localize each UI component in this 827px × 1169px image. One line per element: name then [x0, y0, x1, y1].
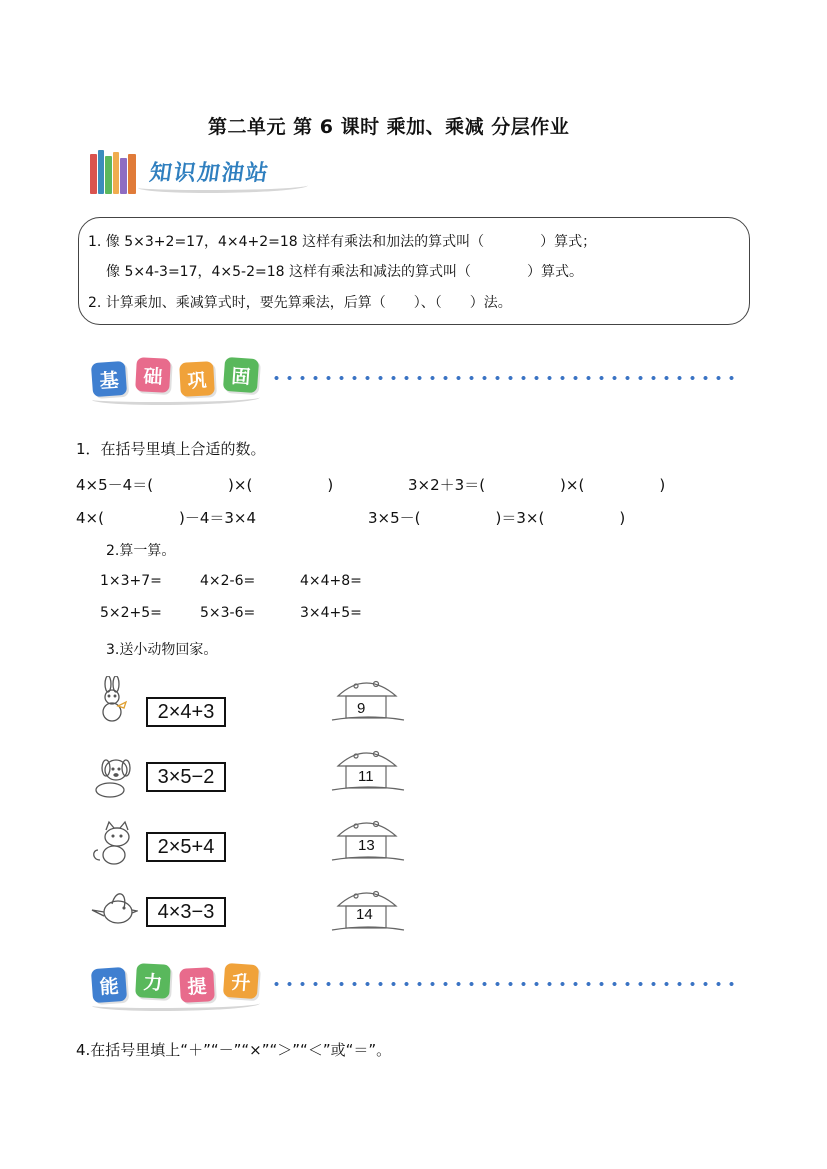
banner-tile: 固 — [223, 357, 259, 393]
knowledge-line-1: 1. 像 5×3+2=17，4×4+2=18 这样有乘法和加法的算式叫（ ）算式； — [88, 234, 597, 250]
question-3-prompt: 3.送小动物回家。 — [106, 642, 218, 658]
expression-box: 4×3−3 — [146, 897, 226, 927]
banner-underline — [138, 180, 308, 193]
banner-tile: 础 — [135, 357, 171, 393]
rabbit-icon — [88, 676, 138, 722]
question-1-row-1-left: 4×5－4＝( )×( ) — [76, 476, 334, 494]
mushroom-house-icon — [328, 672, 406, 724]
expression-box: 2×4+3 — [146, 697, 226, 727]
calc-item: 4×2-6= — [200, 573, 256, 589]
question-1-row-2-left: 4×( )－4＝3×4 — [76, 509, 257, 527]
banner-tile: 力 — [135, 963, 171, 999]
question-4-prompt: 4.在括号里填上“＋”“－”“×”“＞”“＜”或“＝”。 — [76, 1041, 392, 1059]
calc-item: 3×4+5= — [300, 605, 362, 621]
banner-tile: 升 — [223, 963, 259, 999]
dotted-divider — [270, 982, 738, 986]
question-1-prompt: 1．在括号里填上合适的数。 — [76, 440, 266, 458]
knowledge-line-2: 像 5×4-3=17，4×5-2=18 这样有乘法和减法的算式叫（ ）算式。 — [106, 264, 583, 280]
expression-box: 2×5+4 — [146, 832, 226, 862]
question-1-row-2-right: 3×5－( )＝3×( ) — [368, 509, 626, 527]
house-number: 11 — [358, 768, 374, 785]
question-2-prompt: 2.算一算。 — [106, 543, 176, 559]
knowledge-station-label: 知识加油站 — [147, 161, 272, 186]
banner-underline — [92, 998, 260, 1011]
page-title: 第二单元 第 6 课时 乘加、乘减 分层作业 — [208, 116, 570, 138]
question-1-row-1-right: 3×2＋3＝( )×( ) — [408, 476, 666, 494]
calc-item: 5×2+5= — [100, 605, 162, 621]
dotted-divider — [270, 376, 738, 380]
banner-tile: 基 — [91, 361, 127, 397]
expression-box: 3×5−2 — [146, 762, 226, 792]
house-number: 14 — [356, 906, 373, 923]
books-icon — [90, 150, 138, 194]
calc-item: 5×3-6= — [200, 605, 256, 621]
cat-icon — [88, 820, 138, 866]
house-number: 9 — [357, 700, 366, 717]
banner-tile: 能 — [91, 967, 127, 1003]
bird-icon — [88, 886, 138, 932]
dog-icon — [88, 754, 138, 800]
knowledge-line-3: 2. 计算乘加、乘减算式时，要先算乘法，后算（ ）、（ ）法。 — [88, 295, 512, 311]
banner-underline — [92, 392, 260, 405]
banner-tile: 巩 — [179, 361, 215, 397]
calc-item: 1×3+7= — [100, 573, 162, 589]
house-number: 13 — [358, 837, 375, 854]
banner-tile: 提 — [179, 967, 215, 1003]
calc-item: 4×4+8= — [300, 573, 362, 589]
